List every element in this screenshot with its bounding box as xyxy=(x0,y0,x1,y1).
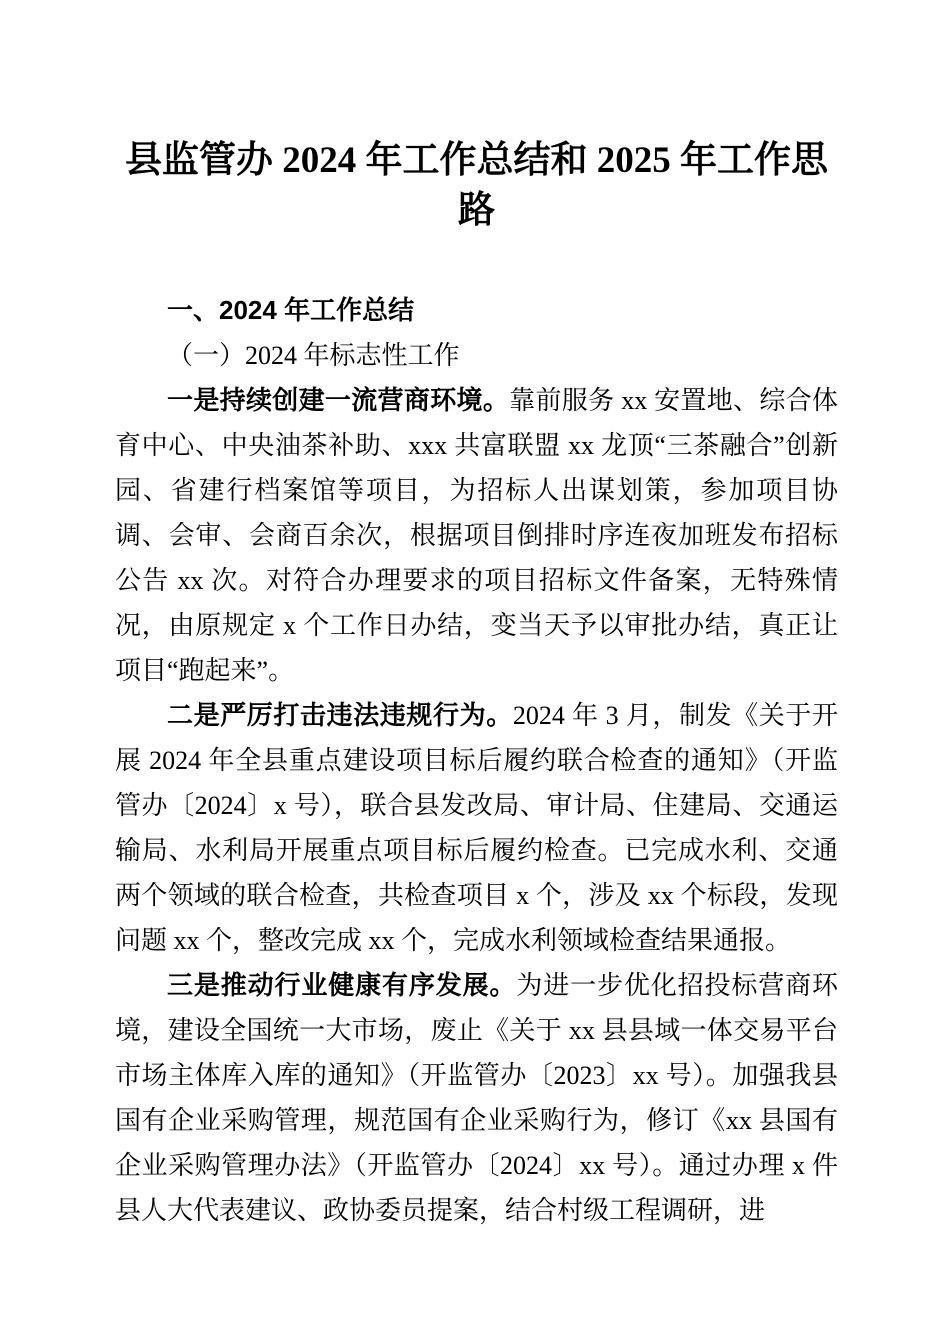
document-title: 县监管办 2024 年工作总结和 2025 年工作思路 xyxy=(125,140,828,231)
paragraph-text: 2024 年 3 月，制发《关于开展 2024 年全县重点建设项目标后履约联合检查的通知》（开监管办〔2024〕x 号），联合县发改局、审计局、住建局、交通运输局、水利局开展重点项目标后履约检查。已完成水利、交通两个领域的联合检查，共检查项目 x 个，涉及 xx 个标段，发现问题 xx 个，整改完成 xx 个，完成水利领域检查结果通报。 xyxy=(115,701,838,955)
paragraph-text: 靠前服务 xx 安置地、综合体育中心、中央油茶补助、xxx 共富联盟 xx 龙顶“三茶融合”创新园、省建行档案馆等项目，为招标人出谋划策，参加项目协调、会审、会商百余次，根据项目倒排时序连夜加班发布招标公告 xx 次。对符合办理要求的项目招标文件备案，无特殊情况，由原规定 x 个工作日办结，变当天予以审批办结，真正让项目“跑起来”。 xyxy=(115,386,838,685)
subsection-heading: （一）2024 年标志性工作 xyxy=(167,341,460,370)
paragraph-lead: 二是严厉打击违法违规行为。 xyxy=(167,701,513,730)
section-heading: 一、2024 年工作总结 xyxy=(167,295,415,325)
paragraph xyxy=(115,693,838,963)
paragraph-text: 为进一步优化招投标营商环境，建设全国统一大市场，废止《关于 xx 县县域一体交易平台市场主体库入库的通知》（开监管办〔2023〕xx 号）。加强我县国有企业采购管理，规范国有企业采购行为，修订《xx 县国有企业采购管理办法》（开监管办〔2024〕xx 号）。通过办理 x 件县人大代表建议、政协委员提案，结合村级工程调研，进 xyxy=(115,971,838,1225)
paragraph-lead: 三是推动行业健康有序发展。 xyxy=(167,971,517,1000)
paragraph xyxy=(115,963,838,1233)
paragraph-lead: 一是持续创建一流营商环境。 xyxy=(167,386,510,415)
paragraph xyxy=(115,378,838,693)
